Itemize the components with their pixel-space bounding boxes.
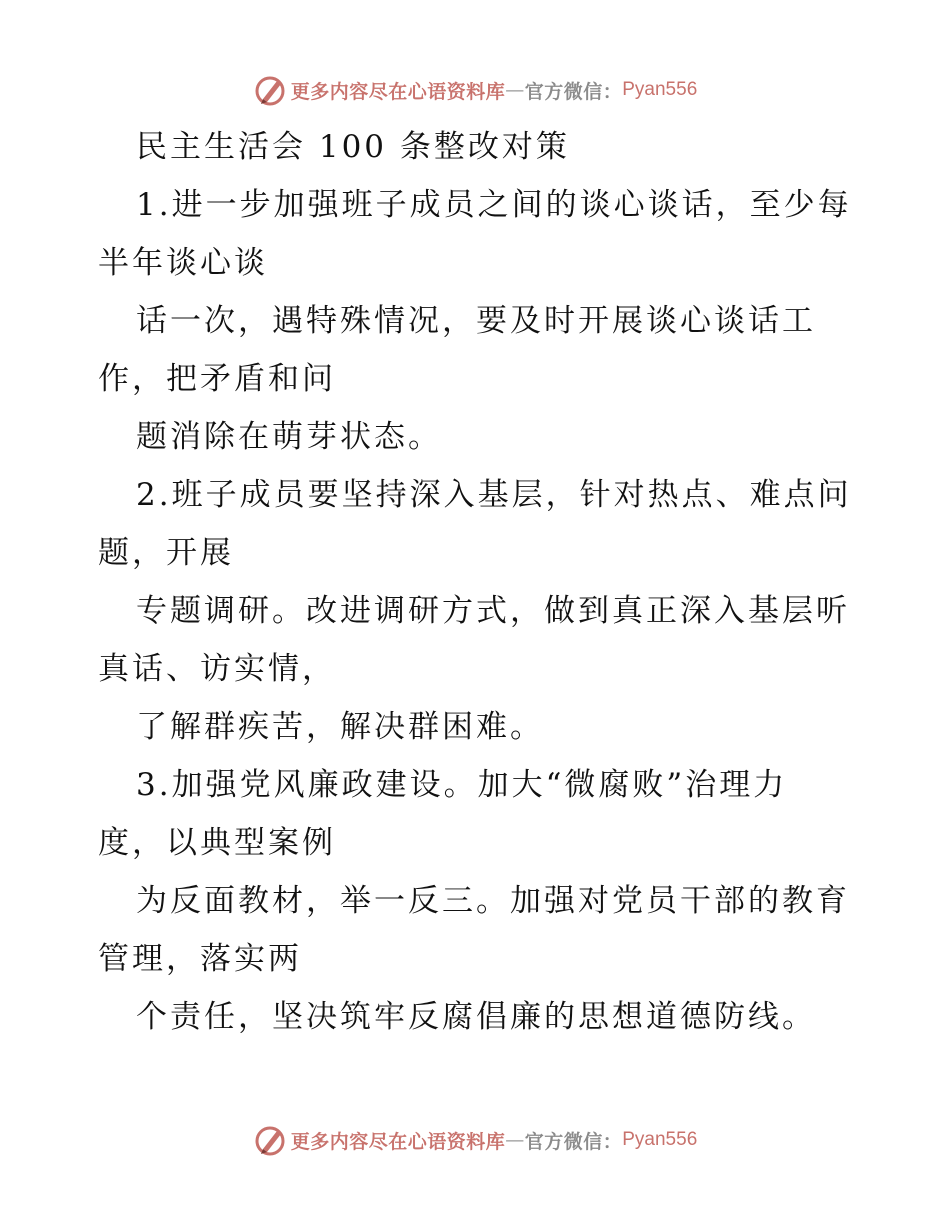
document-line: 了解群疾苦，解决群困难。 xyxy=(136,709,544,745)
document-line: 为反面教材，举一反三。加强对党员干部的教育 xyxy=(136,883,850,919)
pen-logo-icon xyxy=(253,1123,287,1157)
watermark-dash: — xyxy=(505,79,525,101)
document-body xyxy=(98,118,858,1046)
watermark-dash: — xyxy=(505,1129,525,1151)
document-line: 专题调研。改进调研方式，做到真正深入基层听 xyxy=(136,593,850,629)
watermark-side-text: 官方微信： xyxy=(524,80,623,103)
pen-logo-icon xyxy=(253,73,287,107)
header-watermark xyxy=(0,70,950,110)
document-title: 民主生活会 100 条整改对策 xyxy=(136,129,570,165)
document-line: 1.进一步加强班子成员之间的谈心谈话，至少每 xyxy=(136,187,852,223)
watermark-side-text: 官方微信： xyxy=(524,1130,623,1153)
document-line: 题消除在萌芽状态。 xyxy=(136,419,442,455)
footer-watermark xyxy=(0,1120,950,1160)
document-line: 个责任，坚决筑牢反腐倡廉的思想道德防线。 xyxy=(136,999,816,1035)
watermark-id-text: Pyan556 xyxy=(622,79,698,100)
document-line: 真话、访实情， xyxy=(98,651,336,687)
watermark-main-text: 更多内容尽在心语资料库 xyxy=(290,1130,506,1153)
watermark-id-text: Pyan556 xyxy=(622,1129,698,1150)
document-line: 2.班子成员要坚持深入基层，针对热点、难点问 xyxy=(136,477,852,513)
document-line: 半年谈心谈 xyxy=(98,245,268,281)
document-line: 作，把矛盾和问 xyxy=(98,361,336,397)
watermark-main-text: 更多内容尽在心语资料库 xyxy=(290,80,506,103)
document-line: 题，开展 xyxy=(98,535,234,571)
document-line: 3.加强党风廉政建设。加大“微腐败”治理力 xyxy=(136,767,788,803)
document-line: 度，以典型案例 xyxy=(98,825,336,861)
document-line: 管理，落实两 xyxy=(98,941,302,977)
document-line: 话一次，遇特殊情况，要及时开展谈心谈话工 xyxy=(136,303,816,339)
